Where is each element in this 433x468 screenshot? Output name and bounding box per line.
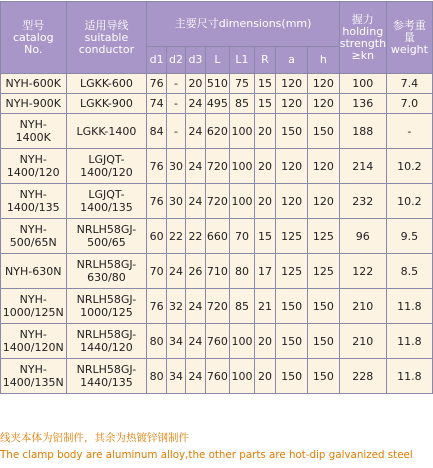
note-english: The clamp body are aluminum alloy,the other parts are hot-dip galvanized steel — [0, 449, 413, 461]
cell-conductor-line: 1000/125 — [80, 306, 133, 319]
cell-model — [1, 149, 66, 183]
subheader-l: L — [206, 47, 230, 73]
cell-conductor — [67, 254, 147, 288]
cell-weight: 11.8 — [387, 289, 432, 323]
cell-l: 620 — [206, 114, 230, 148]
cell-conductor-line: LGKK-600 — [80, 77, 133, 90]
cell-a: 150 — [276, 114, 307, 148]
cell-d2: 30 — [167, 184, 185, 218]
cell-model-line: NYH-630N — [5, 264, 62, 278]
cell-strength: 100 — [340, 74, 386, 93]
cell-conductor-line: 1440/120 — [80, 341, 133, 354]
cell-h: 125 — [308, 254, 339, 288]
header-weight — [387, 2, 432, 73]
cell-conductor — [67, 219, 147, 253]
cell-strength: 136 — [340, 94, 386, 113]
cell-h: 120 — [308, 74, 339, 93]
cell-r: 20 — [255, 324, 275, 358]
cell-conductor — [67, 94, 147, 113]
cell-a: 120 — [276, 184, 307, 218]
cell-d1: 60 — [147, 219, 165, 253]
header-dimensions: 主要尺寸dimensions(mm) — [147, 2, 338, 46]
header-conductor-line: suitable — [84, 30, 129, 44]
cell-r: 21 — [255, 289, 275, 323]
table-row — [1, 359, 432, 393]
cell-a: 120 — [276, 74, 307, 93]
cell-weight: 11.8 — [387, 359, 432, 393]
cell-d1: 76 — [147, 149, 165, 183]
cell-conductor — [67, 114, 147, 148]
header-strength-line: ≥kn — [351, 48, 375, 62]
cell-l: 720 — [206, 184, 230, 218]
cell-strength: 210 — [340, 324, 386, 358]
cell-model-line: 1400/120N — [2, 341, 64, 354]
cell-conductor-line: NRLH58GJ- — [76, 363, 137, 376]
cell-conductor-line: NRLH58GJ- — [76, 258, 137, 271]
cell-h: 150 — [308, 359, 339, 393]
cell-conductor — [67, 74, 147, 93]
cell-conductor-line: 1400/120 — [80, 166, 133, 179]
cell-h: 150 — [308, 289, 339, 323]
cell-conductor-line: LGKK-1400 — [76, 124, 137, 138]
cell-a: 150 — [276, 324, 307, 358]
cell-l: 760 — [206, 324, 230, 358]
cell-conductor-line: LGJQT- — [88, 188, 125, 201]
cell-conductor-line: 630/80 — [87, 271, 126, 284]
cell-l: 760 — [206, 359, 230, 393]
cell-conductor-line: NRLH58GJ- — [76, 328, 137, 341]
cell-conductor — [67, 149, 147, 183]
header-model-line: 型号 — [22, 18, 45, 32]
cell-l1: 100 — [230, 184, 254, 218]
cell-l1: 75 — [230, 74, 254, 93]
header-weight-line: 参考重 — [392, 18, 426, 32]
table-row — [1, 324, 432, 358]
cell-d3: 24 — [186, 324, 204, 358]
cell-strength: 232 — [340, 184, 386, 218]
cell-a: 120 — [276, 149, 307, 183]
subheader-d2: d2 — [167, 47, 185, 73]
cell-h: 120 — [308, 149, 339, 183]
cell-conductor — [67, 289, 147, 323]
cell-conductor-line: LGJQT- — [88, 153, 125, 166]
cell-l1: 100 — [230, 114, 254, 148]
cell-d2: 24 — [167, 254, 185, 288]
cell-l1: 70 — [230, 219, 254, 253]
cell-conductor — [67, 359, 147, 393]
cell-model — [1, 184, 66, 218]
header-conductor — [67, 2, 147, 73]
cell-d2: 34 — [167, 324, 185, 358]
cell-h: 120 — [308, 94, 339, 113]
cell-model-line: NYH- — [19, 223, 47, 236]
note-chinese: 线夹本体为铝制件，其余为热镀锌钢制件 — [0, 432, 189, 444]
cell-model — [1, 74, 66, 93]
cell-d3: 24 — [186, 359, 204, 393]
table-row — [1, 184, 432, 218]
header-strength-line: holding — [342, 24, 384, 38]
cell-l: 510 — [206, 74, 230, 93]
cell-model-line: 1400/135N — [2, 376, 64, 389]
cell-d3: 24 — [186, 149, 204, 183]
cell-r: 20 — [255, 359, 275, 393]
header-model-line: No. — [24, 42, 43, 56]
subheader-d1: d1 — [147, 47, 165, 73]
header-row — [1, 2, 432, 46]
cell-d3: 22 — [186, 219, 204, 253]
cell-model-line: NYH-900K — [5, 97, 61, 110]
cell-weight: 8.5 — [387, 254, 432, 288]
cell-model-line: NYH-600K — [5, 77, 61, 90]
header-conductor-line: conductor — [78, 42, 135, 56]
cell-d2: - — [167, 114, 185, 148]
cell-model-line: NYH- — [19, 153, 47, 166]
cell-d2: - — [167, 74, 185, 93]
subheader-l1: L1 — [230, 47, 254, 73]
cell-h: 120 — [308, 184, 339, 218]
cell-l1: 85 — [230, 289, 254, 323]
cell-weight: 9.5 — [387, 219, 432, 253]
cell-d1: 80 — [147, 359, 165, 393]
cell-d1: 70 — [147, 254, 165, 288]
subheader-d3: d3 — [186, 47, 204, 73]
cell-weight: 7.0 — [387, 94, 432, 113]
subheader-r: R — [255, 47, 275, 73]
cell-d3: 24 — [186, 94, 204, 113]
header-strength — [340, 2, 386, 73]
subheader-a: a — [276, 47, 307, 73]
table-row — [1, 149, 432, 183]
cell-r: 20 — [255, 114, 275, 148]
cell-model-line: NYH- — [19, 328, 47, 341]
table-row — [1, 74, 432, 93]
cell-conductor-line: NRLH58GJ- — [76, 223, 137, 236]
table-row — [1, 114, 432, 148]
cell-d3: 24 — [186, 184, 204, 218]
cell-conductor — [67, 324, 147, 358]
cell-model-line: 1400K — [15, 131, 51, 144]
cell-model — [1, 254, 66, 288]
cell-r: 15 — [255, 94, 275, 113]
cell-a: 150 — [276, 359, 307, 393]
cell-strength: 214 — [340, 149, 386, 183]
cell-model-line: 500/65N — [9, 236, 57, 249]
cell-model — [1, 359, 66, 393]
cell-a: 125 — [276, 219, 307, 253]
cell-a: 120 — [276, 94, 307, 113]
table-row — [1, 254, 432, 288]
cell-d3: 24 — [186, 114, 204, 148]
cell-l1: 100 — [230, 324, 254, 358]
cell-d3: 26 — [186, 254, 204, 288]
cell-model-line: NYH- — [19, 363, 47, 376]
cell-model-line: 1000/125N — [2, 306, 64, 319]
cell-model — [1, 324, 66, 358]
cell-strength: 122 — [340, 254, 386, 288]
header-conductor-line: 适用导线 — [84, 18, 129, 32]
cell-d1: 74 — [147, 94, 165, 113]
header-model-line: catalog — [12, 30, 54, 44]
cell-conductor — [67, 184, 147, 218]
cell-conductor-line: 1440/135 — [80, 376, 133, 389]
cell-h: 125 — [308, 219, 339, 253]
cell-conductor-line: 500/65 — [87, 236, 126, 249]
cell-d2: 34 — [167, 359, 185, 393]
cell-r: 15 — [255, 74, 275, 93]
cell-l: 720 — [206, 149, 230, 183]
header-weight-line: weight — [390, 42, 428, 56]
cell-conductor-line: LGKK-900 — [80, 97, 133, 110]
cell-model — [1, 114, 66, 148]
cell-d1: 76 — [147, 289, 165, 323]
cell-d2: 32 — [167, 289, 185, 323]
cell-conductor-line: NRLH58GJ- — [76, 293, 137, 306]
table-row — [1, 94, 432, 113]
cell-l1: 100 — [230, 359, 254, 393]
cell-r: 20 — [255, 149, 275, 183]
cell-l: 660 — [206, 219, 230, 253]
subheader-h: h — [308, 47, 339, 73]
cell-a: 150 — [276, 289, 307, 323]
cell-weight: 7.4 — [387, 74, 432, 93]
cell-model-line: NYH- — [19, 188, 47, 201]
cell-d3: 24 — [186, 289, 204, 323]
cell-model-line: NYH- — [19, 118, 47, 131]
cell-weight: 10.2 — [387, 184, 432, 218]
cell-h: 150 — [308, 114, 339, 148]
cell-l: 710 — [206, 254, 230, 288]
table-row — [1, 289, 432, 323]
cell-r: 20 — [255, 184, 275, 218]
cell-d3: 20 — [186, 74, 204, 93]
cell-model — [1, 94, 66, 113]
cell-d1: 76 — [147, 74, 165, 93]
cell-weight: 10.2 — [387, 149, 432, 183]
cell-r: 15 — [255, 219, 275, 253]
header-weight-line: 量 — [403, 30, 415, 44]
cell-d1: 80 — [147, 324, 165, 358]
cell-strength: 228 — [340, 359, 386, 393]
cell-l1: 85 — [230, 94, 254, 113]
cell-model-line: 1400/135 — [6, 201, 60, 214]
cell-model — [1, 219, 66, 253]
cell-strength: 210 — [340, 289, 386, 323]
cell-d2: 30 — [167, 149, 185, 183]
cell-d2: - — [167, 94, 185, 113]
cell-l: 720 — [206, 289, 230, 323]
spec-table — [0, 1, 433, 394]
header-model — [1, 2, 66, 73]
cell-model-line: NYH- — [19, 293, 47, 306]
cell-d1: 76 — [147, 184, 165, 218]
cell-l1: 100 — [230, 149, 254, 183]
header-strength-line: 握力 — [351, 12, 374, 26]
cell-conductor-line: 1400/135 — [80, 201, 133, 214]
cell-a: 125 — [276, 254, 307, 288]
cell-strength: 188 — [340, 114, 386, 148]
table-row — [1, 219, 432, 253]
cell-model-line: 1400/120 — [6, 166, 60, 179]
cell-h: 150 — [308, 324, 339, 358]
cell-l: 495 — [206, 94, 230, 113]
cell-weight: - — [387, 114, 432, 148]
header-strength-line: strength — [339, 36, 386, 50]
cell-strength: 96 — [340, 219, 386, 253]
cell-weight: 11.8 — [387, 324, 432, 358]
cell-r: 17 — [255, 254, 275, 288]
cell-d1: 84 — [147, 114, 165, 148]
cell-model — [1, 289, 66, 323]
cell-l1: 80 — [230, 254, 254, 288]
cell-d2: 22 — [167, 219, 185, 253]
